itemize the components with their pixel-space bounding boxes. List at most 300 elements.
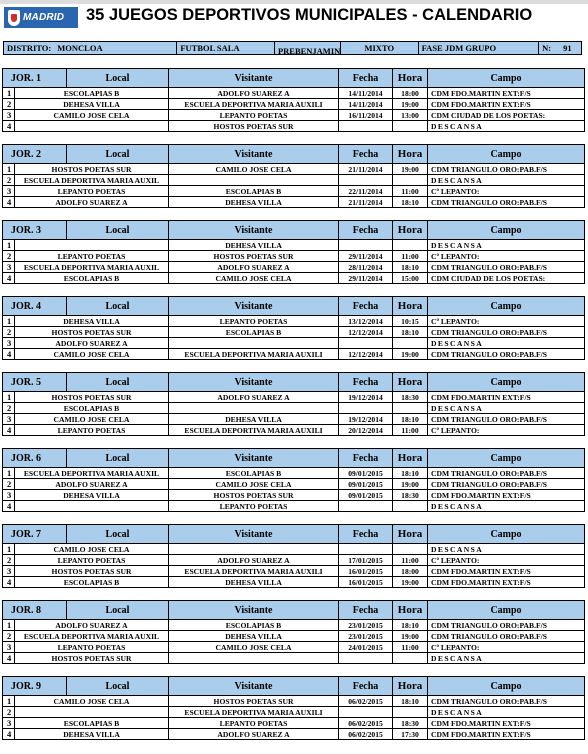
match-time: 19:00 (393, 577, 428, 587)
venue: CDM TRIANGULO ORO:PAB.F/S (431, 696, 547, 706)
jornada-label: JOR. 8 (3, 601, 67, 619)
column-header-local: Local (67, 601, 169, 619)
match-row (3, 273, 584, 284)
match-number: 3 (3, 566, 15, 576)
district-value: MONCLOA (57, 43, 103, 53)
match-time: 17:30 (393, 729, 428, 739)
match-row (3, 414, 584, 425)
match-row (3, 316, 584, 327)
column-header-campo: Campo (490, 72, 522, 84)
match-date (339, 544, 393, 554)
jornada-block (2, 296, 585, 360)
group-number-label: N: (542, 43, 552, 53)
venue: CDM TRIANGULO ORO:PAB.F/S (431, 468, 547, 478)
local-team: ADOLFO SUAREZ A (15, 197, 169, 207)
local-team: DEHESA VILLA (15, 99, 169, 109)
match-time (393, 403, 428, 413)
local-team: LEPANTO POETAS (15, 186, 169, 196)
local-team: HOSTOS POETAS SUR (15, 164, 169, 174)
column-header-hora: Hora (393, 677, 428, 695)
venue: CDM TRIANGULO ORO:PAB.F/S (431, 164, 547, 174)
match-date: 23/01/2015 (339, 631, 393, 641)
venue: DESCANSA (431, 240, 484, 250)
match-time: 18:10 (393, 468, 428, 478)
match-number: 2 (3, 707, 15, 717)
sport-value: FUTBOL SALA (180, 43, 240, 53)
column-header-local: Local (67, 297, 169, 315)
match-number: 3 (3, 414, 15, 424)
venue: DESCANSA (431, 707, 484, 717)
match-row (3, 327, 584, 338)
visiting-team: HOSTOS POETAS SUR (169, 251, 339, 261)
column-header-local: Local (67, 677, 169, 695)
column-header-fecha: Fecha (339, 373, 393, 391)
match-row (3, 88, 584, 99)
match-row (3, 501, 584, 512)
madrid-logo (4, 7, 78, 28)
match-number: 3 (3, 262, 15, 272)
match-time: 11:00 (393, 642, 428, 652)
local-team: ESCOLAPIAS B (15, 577, 169, 587)
match-row (3, 577, 584, 588)
match-row (3, 707, 584, 718)
local-team: ADOLFO SUAREZ A (15, 479, 169, 489)
visiting-team: HOSTOS POETAS SUR (169, 490, 339, 500)
venue: DESCANSA (431, 501, 484, 511)
visiting-team: ESCOLAPIAS B (169, 468, 339, 478)
column-header-hora: Hora (393, 601, 428, 619)
match-number: 4 (3, 425, 15, 435)
jornada-header (3, 601, 584, 620)
visiting-team: LEPANTO POETAS (169, 110, 339, 120)
jornada-label: JOR. 2 (3, 145, 67, 163)
info-bar (3, 41, 582, 55)
match-row (3, 186, 584, 197)
match-date (339, 403, 393, 413)
local-team: LEPANTO POETAS (15, 642, 169, 652)
district-cell (4, 42, 177, 54)
match-date: 09/01/2015 (339, 479, 393, 489)
venue: Cº LEPANTO: (431, 555, 480, 565)
match-date: 24/01/2015 (339, 642, 393, 652)
match-row (3, 468, 584, 479)
local-team: DEHESA VILLA (15, 316, 169, 326)
match-date: 23/01/2015 (339, 620, 393, 630)
venue: Cº LEPANTO: (431, 425, 480, 435)
match-number: 4 (3, 121, 15, 131)
jornada-header (3, 297, 584, 316)
match-time: 18:10 (393, 414, 428, 424)
visiting-team (169, 338, 339, 348)
match-row (3, 555, 584, 566)
match-row (3, 631, 584, 642)
match-date: 16/01/2015 (339, 566, 393, 576)
match-time: 19:00 (393, 99, 428, 109)
column-header-visitante: Visitante (169, 525, 339, 543)
match-time: 18:10 (393, 620, 428, 630)
jornada-block (2, 600, 585, 664)
match-row (3, 197, 584, 208)
group-number-value: 91 (563, 43, 572, 53)
local-team: DEHESA VILLA (15, 729, 169, 739)
column-header-local: Local (67, 449, 169, 467)
match-time: 19:00 (393, 479, 428, 489)
local-team: ESCOLAPIAS B (15, 403, 169, 413)
column-header-local: Local (67, 145, 169, 163)
venue: CDM FDO.MARTIN EXT:F/S (431, 392, 531, 402)
local-team: CAMILO JOSE CELA (15, 349, 169, 359)
match-number: 4 (3, 197, 15, 207)
jornada-header (3, 69, 584, 88)
match-row (3, 349, 584, 360)
column-header-hora: Hora (393, 145, 428, 163)
match-date: 17/01/2015 (339, 555, 393, 565)
match-date: 16/11/2014 (339, 110, 393, 120)
visiting-team: ADOLFO SUAREZ A (169, 88, 339, 98)
match-number: 3 (3, 718, 15, 728)
local-team: ESCOLAPIAS B (15, 273, 169, 283)
match-number: 2 (3, 555, 15, 565)
category-cell (275, 42, 341, 54)
match-time: 11:00 (393, 555, 428, 565)
visiting-team: HOSTOS POETAS SUR (169, 696, 339, 706)
visiting-team: DEHESA VILLA (169, 240, 339, 250)
visiting-team: ADOLFO SUAREZ A (169, 729, 339, 739)
local-team: ESCUELA DEPORTIVA MARIA AUXIL (15, 262, 169, 272)
visiting-team: HOSTOS POETAS SUR (169, 121, 339, 131)
column-header-fecha: Fecha (339, 297, 393, 315)
match-time (393, 544, 428, 554)
match-date: 28/11/2014 (339, 262, 393, 272)
match-time: 19:00 (393, 349, 428, 359)
match-row (3, 544, 584, 555)
venue: CDM FDO.MARTIN EXT:F/S (431, 566, 531, 576)
visiting-team: LEPANTO POETAS (169, 501, 339, 511)
match-time (393, 707, 428, 717)
venue: CDM FDO.MARTIN EXT:F/S (431, 99, 531, 109)
local-team: HOSTOS POETAS SUR (15, 392, 169, 402)
match-date: 19/12/2014 (339, 392, 393, 402)
match-time: 15:00 (393, 273, 428, 283)
match-number: 2 (3, 479, 15, 489)
venue: CDM TRIANGULO ORO:PAB.F/S (431, 631, 547, 641)
venue: CDM TRIANGULO ORO:PAB.F/S (431, 327, 547, 337)
match-number: 2 (3, 251, 15, 261)
match-number: 4 (3, 349, 15, 359)
match-date: 19/12/2014 (339, 414, 393, 424)
visiting-team: ESCOLAPIAS B (169, 186, 339, 196)
local-team: CAMILO JOSE CELA (15, 696, 169, 706)
column-header-hora: Hora (393, 525, 428, 543)
venue: CDM FDO.MARTIN EXT:F/S (431, 88, 531, 98)
venue: DESCANSA (431, 653, 484, 663)
match-number: 4 (3, 501, 15, 511)
match-row (3, 110, 584, 121)
match-row (3, 392, 584, 403)
match-number: 1 (3, 544, 15, 554)
sport-cell (177, 42, 275, 54)
column-header-hora: Hora (393, 373, 428, 391)
visiting-team: CAMILO JOSE CELA (169, 273, 339, 283)
page-header (0, 4, 588, 34)
logo-text: MADRID (23, 12, 65, 23)
match-time (393, 121, 428, 131)
local-team: ADOLFO SUAREZ A (15, 620, 169, 630)
match-date: 29/11/2014 (339, 273, 393, 283)
column-header-fecha: Fecha (339, 525, 393, 543)
jornada-block (2, 372, 585, 436)
match-date: 06/02/2015 (339, 718, 393, 728)
match-date: 29/11/2014 (339, 251, 393, 261)
match-number: 2 (3, 631, 15, 641)
local-team: ESCOLAPIAS B (15, 718, 169, 728)
match-number: 1 (3, 316, 15, 326)
match-time: 18:10 (393, 197, 428, 207)
venue: CDM FDO.MARTIN EXT:F/S (431, 718, 531, 728)
match-number: 1 (3, 468, 15, 478)
venue: DESCANSA (431, 403, 484, 413)
match-date: 09/01/2015 (339, 468, 393, 478)
jornada-label: JOR. 3 (3, 221, 67, 239)
jornada-header (3, 525, 584, 544)
visiting-team: DEHESA VILLA (169, 197, 339, 207)
jornada-block (2, 524, 585, 588)
match-date (339, 653, 393, 663)
column-header-local: Local (67, 69, 169, 87)
match-row (3, 175, 584, 186)
match-row (3, 729, 584, 740)
jornada-block (2, 220, 585, 284)
match-date: 12/12/2014 (339, 349, 393, 359)
match-number: 1 (3, 88, 15, 98)
jornada-header (3, 145, 584, 164)
column-header-fecha: Fecha (339, 145, 393, 163)
match-time (393, 653, 428, 663)
match-time: 18:10 (393, 327, 428, 337)
visiting-team: ADOLFO SUAREZ A (169, 262, 339, 272)
jornada-block (2, 144, 585, 208)
jornada-label: JOR. 6 (3, 449, 67, 467)
match-row (3, 620, 584, 631)
match-date: 09/01/2015 (339, 490, 393, 500)
venue: Cº LEPANTO: (431, 186, 480, 196)
venue: CDM FDO.MARTIN EXT:F/S (431, 490, 531, 500)
match-time: 18:00 (393, 566, 428, 576)
local-team: LEPANTO POETAS (15, 555, 169, 565)
match-row (3, 718, 584, 729)
venue: CDM TRIANGULO ORO:PAB.F/S (431, 262, 547, 272)
column-header-campo: Campo (490, 376, 522, 388)
match-row (3, 403, 584, 414)
category-value: PREBENJAMIN (277, 46, 341, 56)
column-header-campo: Campo (490, 604, 522, 616)
match-row (3, 490, 584, 501)
local-team (15, 501, 169, 511)
column-header-hora: Hora (393, 69, 428, 87)
jornada-block (2, 676, 585, 740)
match-number: 3 (3, 490, 15, 500)
match-time: 11:00 (393, 251, 428, 261)
visiting-team: ADOLFO SUAREZ A (169, 392, 339, 402)
match-time: 18:30 (393, 490, 428, 500)
column-header-campo: Campo (490, 148, 522, 160)
match-row (3, 262, 584, 273)
visiting-team: ESCUELA DEPORTIVA MARIA AUXILI (169, 349, 339, 359)
column-header-campo: Campo (490, 528, 522, 540)
visiting-team: ESCUELA DEPORTIVA MARIA AUXILI (169, 425, 339, 435)
jornada-label: JOR. 5 (3, 373, 67, 391)
match-row (3, 425, 584, 436)
local-team: ESCUELA DEPORTIVA MARIA AUXIL (15, 468, 169, 478)
column-header-visitante: Visitante (169, 601, 339, 619)
match-date: 14/11/2014 (339, 99, 393, 109)
group-number-cell (539, 42, 581, 54)
match-time: 13:00 (393, 110, 428, 120)
match-time (393, 501, 428, 511)
visiting-team (169, 403, 339, 413)
match-time (393, 175, 428, 185)
match-number: 3 (3, 110, 15, 120)
match-time: 18:10 (393, 696, 428, 706)
match-row (3, 121, 584, 132)
visiting-team: LEPANTO POETAS (169, 316, 339, 326)
match-number: 4 (3, 729, 15, 739)
visiting-team: DEHESA VILLA (169, 577, 339, 587)
venue: Cº LEPANTO: (431, 251, 480, 261)
visiting-team: ESCUELA DEPORTIVA MARIA AUXILI (169, 99, 339, 109)
match-number: 1 (3, 392, 15, 402)
local-team: ESCUELA DEPORTIVA MARIA AUXIL (15, 175, 169, 185)
local-team: HOSTOS POETAS SUR (15, 653, 169, 663)
match-date: 14/11/2014 (339, 88, 393, 98)
match-row (3, 566, 584, 577)
match-date: 21/11/2014 (339, 164, 393, 174)
column-header-fecha: Fecha (339, 601, 393, 619)
match-number: 4 (3, 653, 15, 663)
match-row (3, 653, 584, 664)
venue: DESCANSA (431, 121, 484, 131)
page-title: 35 JUEGOS DEPORTIVOS MUNICIPALES - CALENDARIO (86, 6, 533, 24)
column-header-fecha: Fecha (339, 677, 393, 695)
jornada-header (3, 373, 584, 392)
column-header-visitante: Visitante (169, 373, 339, 391)
local-team: CAMILO JOSE CELA (15, 110, 169, 120)
match-row (3, 164, 584, 175)
match-date (339, 501, 393, 511)
match-date: 20/12/2014 (339, 425, 393, 435)
column-header-local: Local (67, 525, 169, 543)
match-date: 12/12/2014 (339, 327, 393, 337)
jornada-block (2, 448, 585, 512)
match-row (3, 240, 584, 251)
visiting-team: LEPANTO POETAS (169, 718, 339, 728)
match-number: 2 (3, 327, 15, 337)
venue: CDM CIUDAD DE LOS POETAS: (431, 273, 546, 283)
jornada-label: JOR. 9 (3, 677, 67, 695)
visiting-team (169, 175, 339, 185)
match-date: 06/02/2015 (339, 729, 393, 739)
jornada-header (3, 677, 584, 696)
jornada-label: JOR. 1 (3, 69, 67, 87)
match-time: 18:00 (393, 88, 428, 98)
visiting-team: ADOLFO SUAREZ A (169, 555, 339, 565)
match-number: 4 (3, 273, 15, 283)
venue: Cº LEPANTO: (431, 642, 480, 652)
jornada-label: JOR. 4 (3, 297, 67, 315)
match-time: 11:00 (393, 186, 428, 196)
local-team: CAMILO JOSE CELA (15, 544, 169, 554)
visiting-team: CAMILO JOSE CELA (169, 479, 339, 489)
match-number: 3 (3, 338, 15, 348)
match-row (3, 99, 584, 110)
match-date: 06/02/2015 (339, 696, 393, 706)
match-time: 18:30 (393, 392, 428, 402)
column-header-hora: Hora (393, 449, 428, 467)
column-header-visitante: Visitante (169, 221, 339, 239)
venue: CDM TRIANGULO ORO:PAB.F/S (431, 414, 547, 424)
match-date (339, 175, 393, 185)
phase-cell (419, 42, 540, 54)
madrid-crest-icon (8, 10, 20, 26)
local-team (15, 121, 169, 131)
venue: CDM CIUDAD DE LOS POETAS: (431, 110, 546, 120)
visiting-team (169, 653, 339, 663)
match-row (3, 479, 584, 490)
column-header-local: Local (67, 221, 169, 239)
match-date: 16/01/2015 (339, 577, 393, 587)
match-time: 18:30 (393, 718, 428, 728)
match-date (339, 707, 393, 717)
visiting-team: DEHESA VILLA (169, 414, 339, 424)
match-row (3, 696, 584, 707)
venue: CDM TRIANGULO ORO:PAB.F/S (431, 620, 547, 630)
match-time: 18:10 (393, 262, 428, 272)
match-number: 1 (3, 240, 15, 250)
venue: CDM FDO.MARTIN EXT:F/S (431, 577, 531, 587)
match-number: 3 (3, 642, 15, 652)
match-number: 1 (3, 164, 15, 174)
match-number: 3 (3, 186, 15, 196)
match-time: 19:00 (393, 164, 428, 174)
match-row (3, 251, 584, 262)
match-date (339, 240, 393, 250)
venue: Cº LEPANTO: (431, 316, 480, 326)
visiting-team: ESCUELA DEPORTIVA MARIA AUXILI (169, 707, 339, 717)
match-number: 2 (3, 99, 15, 109)
local-team (15, 707, 169, 717)
column-header-campo: Campo (490, 224, 522, 236)
visiting-team: ESCUELA DEPORTIVA MARIA AUXILI (169, 566, 339, 576)
venue: CDM TRIANGULO ORO:PAB.F/S (431, 349, 547, 359)
column-header-visitante: Visitante (169, 69, 339, 87)
column-header-hora: Hora (393, 297, 428, 315)
match-date (339, 338, 393, 348)
local-team: CAMILO JOSE CELA (15, 414, 169, 424)
column-header-campo: Campo (490, 300, 522, 312)
district-label: DISTRITO: (7, 43, 52, 53)
match-time: 19:00 (393, 631, 428, 641)
column-header-visitante: Visitante (169, 145, 339, 163)
match-time (393, 338, 428, 348)
match-date: 21/11/2014 (339, 197, 393, 207)
match-number: 1 (3, 696, 15, 706)
local-team: LEPANTO POETAS (15, 425, 169, 435)
match-row (3, 642, 584, 653)
column-header-local: Local (67, 373, 169, 391)
visiting-team: ESCOLAPIAS B (169, 327, 339, 337)
match-date: 13/12/2014 (339, 316, 393, 326)
visiting-team: CAMILO JOSE CELA (169, 642, 339, 652)
